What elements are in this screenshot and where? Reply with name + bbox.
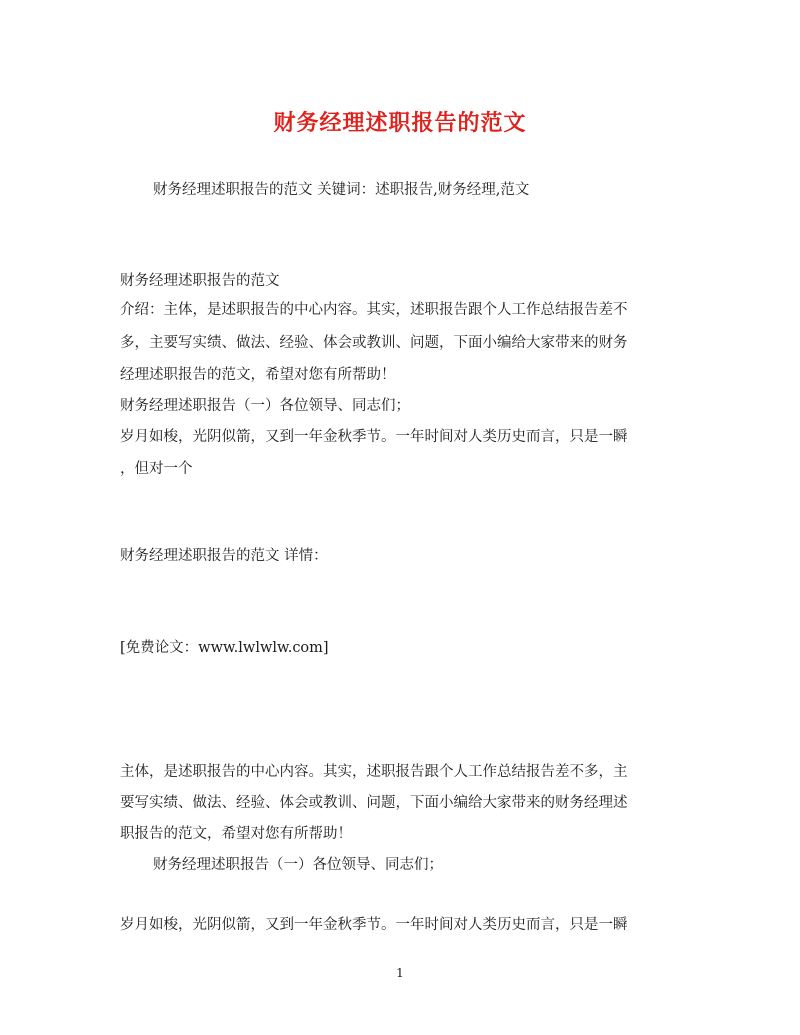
body-line: 要写实绩、做法、经验、体会或教训、问题，下面小编给大家带来的财务经理述 — [120, 795, 628, 811]
intro-line: ，但对一个 — [120, 461, 193, 477]
intro-line: 财务经理述职报告（一）各位领导、同志们； — [120, 398, 410, 414]
closing-line: 岁月如梭，光阴似箭，又到一年金秋季节。一年时间对人类历史而言，只是一瞬 — [120, 917, 628, 933]
intro-line: 岁月如梭，光阴似箭，又到一年金秋季节。一年时间对人类历史而言，只是一瞬 — [120, 429, 628, 445]
intro-line: 经理述职报告的范文，希望对您有所帮助！ — [120, 367, 396, 383]
report-heading: 财务经理述职报告（一）各位领导、同志们； — [153, 857, 443, 873]
intro-line: 多，主要写实绩、做法、经验、体会或教训、问题，下面小编给大家带来的财务 — [120, 335, 628, 351]
keywords-line: 财务经理述职报告的范文 关键词：述职报告,财务经理,范文 — [153, 182, 530, 198]
intro-heading: 财务经理述职报告的范文 — [120, 273, 280, 289]
body-line: 主体，是述职报告的中心内容。其实，述职报告跟个人工作总结报告差不多，主 — [120, 764, 628, 780]
body-line: 职报告的范文，希望对您有所帮助！ — [120, 826, 352, 842]
document-title: 财务经理述职报告的范文 — [273, 110, 527, 136]
page-number: 1 — [396, 966, 404, 980]
details-line: 财务经理述职报告的范文 详情： — [120, 548, 328, 564]
intro-line: 介绍：主体，是述职报告的中心内容。其实，述职报告跟个人工作总结报告差不 — [120, 302, 628, 318]
source-line: [免费论文：www.lwlwlw.com] — [120, 640, 329, 656]
